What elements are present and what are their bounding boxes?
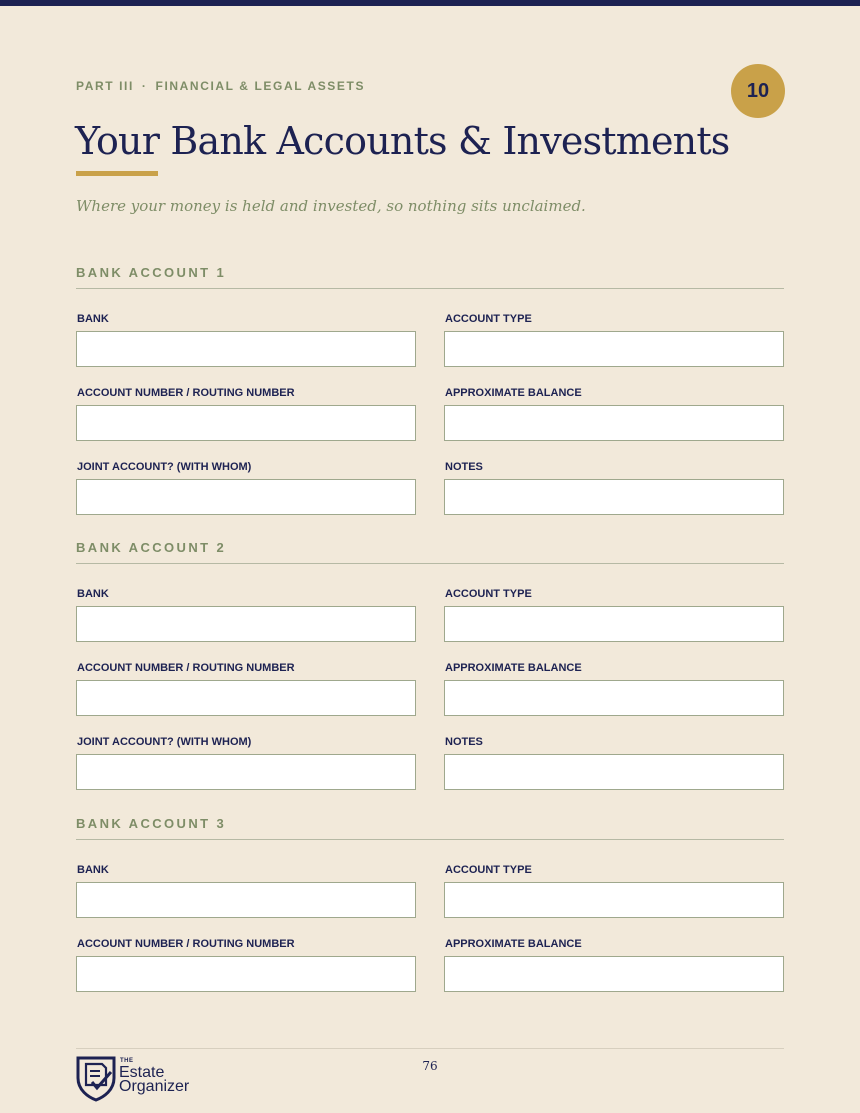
page-subtitle: Where your money is held and invested, so nothing sits unclaimed. [76,197,586,215]
field-label: ACCOUNT NUMBER / ROUTING NUMBER [77,938,295,950]
field-label: ACCOUNT TYPE [445,864,532,876]
field-label: JOINT ACCOUNT? (WITH WHOM) [77,461,252,473]
chapter-number-badge: 10 [731,64,785,118]
form-field [444,938,784,992]
part-breadcrumb [76,79,365,93]
form-field [76,736,416,790]
account-type-input[interactable] [444,331,784,367]
section-heading: BANK ACCOUNT 2 [76,540,784,564]
form-field [444,387,784,441]
bank-input[interactable] [76,606,416,642]
approximate-balance-input[interactable] [444,956,784,992]
footer-divider [76,1048,784,1049]
page-title: Your Bank Accounts & Investments [75,119,730,163]
form-field [76,662,416,716]
field-label: BANK [77,588,109,600]
top-accent-bar [0,0,860,6]
bank-account-section [76,540,784,790]
field-label: BANK [77,313,109,325]
account-type-input[interactable] [444,606,784,642]
joint-account-input[interactable] [76,754,416,790]
form-field [444,736,784,790]
form-field [444,461,784,515]
bank-account-section [76,265,784,515]
approximate-balance-input[interactable] [444,405,784,441]
account-routing-number-input[interactable] [76,956,416,992]
bank-account-section [76,816,784,992]
field-label: ACCOUNT NUMBER / ROUTING NUMBER [77,387,295,399]
field-grid [76,864,784,992]
logo-line-2: Organizer [119,1078,190,1095]
form-field [76,461,416,515]
logo-the-text: THE [120,1058,134,1064]
notes-input[interactable] [444,754,784,790]
field-label: JOINT ACCOUNT? (WITH WHOM) [77,736,252,748]
form-field [444,588,784,642]
form-field [76,938,416,992]
section-heading: BANK ACCOUNT 3 [76,816,784,840]
field-label: NOTES [445,461,483,473]
form-field [76,387,416,441]
logo-line-1: Estate [119,1064,165,1081]
form-field [76,313,416,367]
account-routing-number-input[interactable] [76,405,416,441]
bank-input[interactable] [76,331,416,367]
bank-input[interactable] [76,882,416,918]
field-label: ACCOUNT NUMBER / ROUTING NUMBER [77,662,295,674]
form-field [444,662,784,716]
breadcrumb-separator: · [141,79,148,93]
field-grid [76,588,784,790]
form-field [444,313,784,367]
part-label: PART III [76,79,134,93]
joint-account-input[interactable] [76,479,416,515]
field-label: NOTES [445,736,483,748]
account-type-input[interactable] [444,882,784,918]
notes-input[interactable] [444,479,784,515]
field-label: APPROXIMATE BALANCE [445,662,582,674]
title-underline [76,171,158,176]
form-field [76,864,416,918]
field-label: APPROXIMATE BALANCE [445,387,582,399]
form-field [76,588,416,642]
page-number: 76 [422,1059,438,1073]
field-label: ACCOUNT TYPE [445,313,532,325]
section-label: FINANCIAL & LEGAL ASSETS [155,79,366,93]
field-label: ACCOUNT TYPE [445,588,532,600]
field-grid [76,313,784,515]
form-field [444,864,784,918]
field-label: APPROXIMATE BALANCE [445,938,582,950]
field-label: BANK [77,864,109,876]
section-heading: BANK ACCOUNT 1 [76,265,784,289]
account-routing-number-input[interactable] [76,680,416,716]
approximate-balance-input[interactable] [444,680,784,716]
